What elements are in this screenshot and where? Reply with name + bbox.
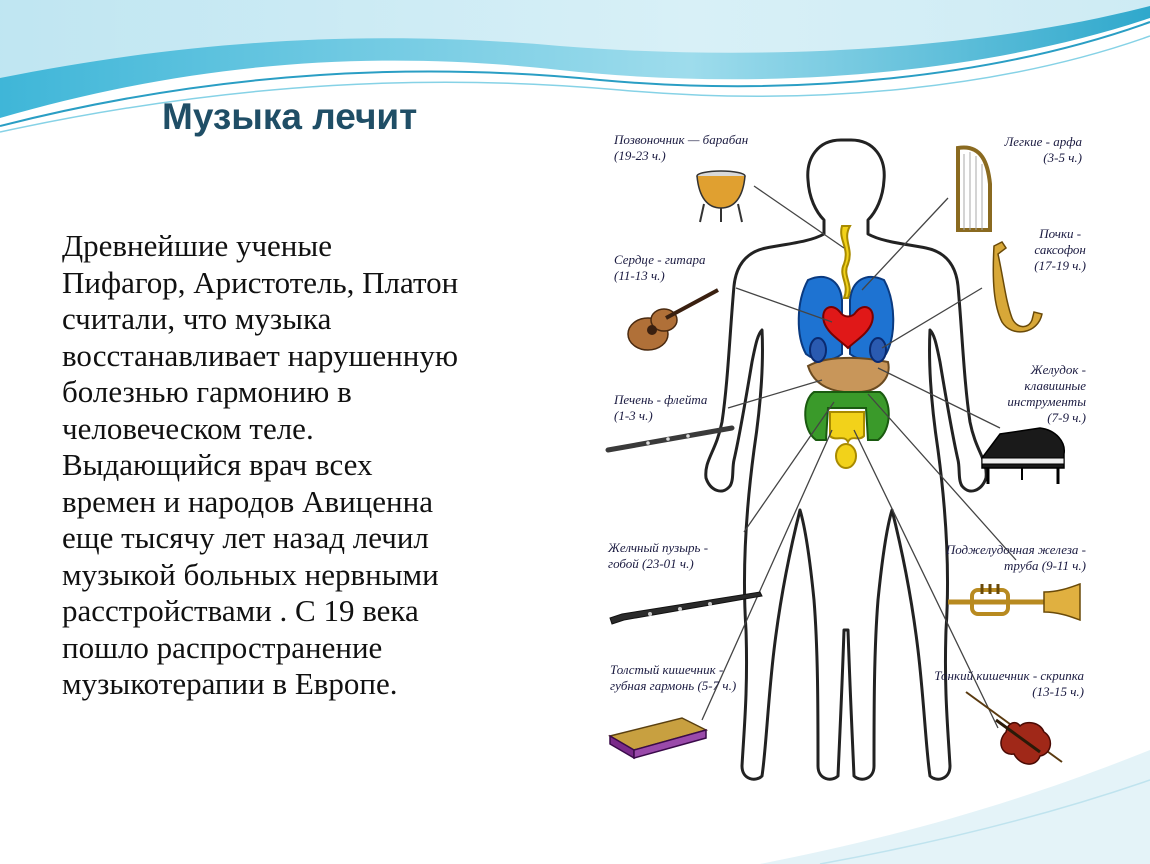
paragraph-line: времен и народов Авиценна	[62, 483, 433, 519]
harmonica-icon	[610, 718, 706, 758]
paragraph-line: расстройствами . С 19 века	[62, 593, 419, 628]
paragraph-line: восстанавливает нарушенную	[62, 337, 458, 373]
paragraph-line: Пифагор, Аристотель, Платон	[62, 264, 459, 300]
paragraph-line: музыкотерапии в Европе.	[62, 666, 398, 701]
paragraph-line: болезнью гармонию в	[62, 374, 352, 409]
label-spine-drum: Позвоночник — барабан (19-23 ч.)	[614, 132, 749, 163]
paragraph-line: человеческом теле.	[62, 410, 314, 446]
paragraph-line: Выдающийся врач всех	[62, 447, 373, 482]
label-liver-flute: Печень - флейта (1-3 ч.)	[614, 392, 708, 423]
label-lungs-harp: Легкие - арфа (3-5 ч.)	[1004, 134, 1082, 165]
kidney-organ	[870, 338, 886, 362]
paragraph-line: пошло распространение	[62, 629, 383, 665]
label-gallbladder-oboe: Желчный пузырь - гобой (23-01 ч.)	[608, 540, 709, 571]
label-stomach-keyboards: Желудок - клавишные инструменты (7-9 ч.)	[1007, 362, 1086, 425]
small-intestine-organ	[830, 412, 864, 442]
oboe-icon	[610, 592, 762, 624]
slide-paragraph	[62, 228, 552, 703]
guitar-icon	[628, 290, 718, 350]
paragraph-line: Древнейшие ученые	[62, 228, 332, 263]
slide-title: Музыка лечит	[162, 96, 418, 137]
piano-icon	[982, 428, 1064, 484]
violin-icon	[966, 692, 1062, 764]
label-small-intestine-violin: Тонкий кишечник - скрипка (13-15 ч.)	[934, 668, 1084, 699]
label-pancreas-trumpet: Поджелудочная железа - труба (9-11 ч.)	[945, 542, 1086, 573]
drum-icon	[697, 171, 745, 222]
paragraph-line: музыкой больных нервными	[62, 556, 439, 592]
label-heart-guitar: Сердце - гитара (11-13 ч.)	[614, 252, 706, 283]
paragraph-line: еще тысячу лет назад лечил	[62, 520, 429, 555]
harp-icon	[958, 147, 990, 230]
kidney-organ	[810, 338, 826, 362]
body-instruments-diagram	[596, 130, 1096, 790]
bladder-organ	[836, 444, 856, 468]
paragraph-line: считали, что музыка	[62, 301, 332, 336]
label-kidneys-saxophone: Почки - саксофон (17-19 ч.)	[1034, 226, 1086, 273]
label-large-intestine-harmonica: Толстый кишечник - губная гармонь (5-7 ч.)	[610, 662, 737, 693]
trumpet-icon	[948, 584, 1080, 620]
